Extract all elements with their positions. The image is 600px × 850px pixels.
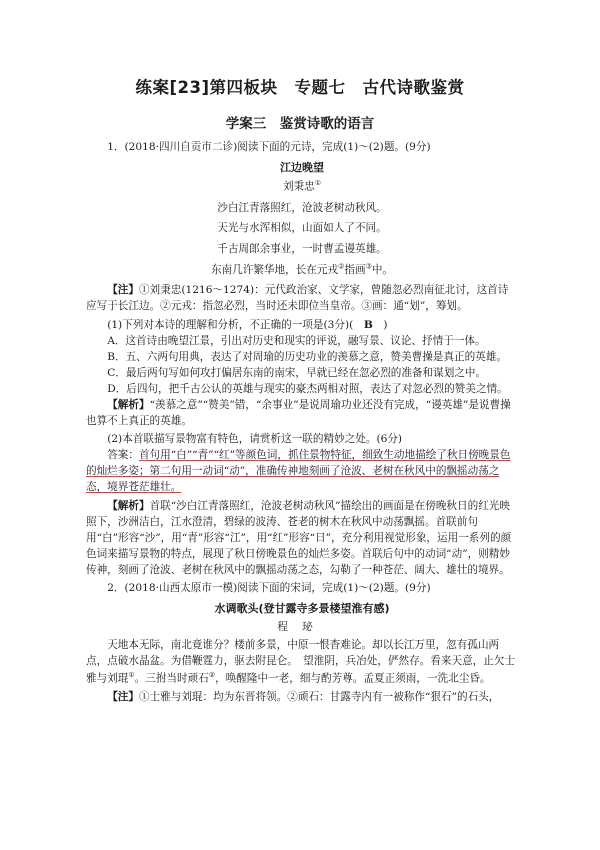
analysis-label: 【解析】 xyxy=(107,398,150,411)
answer-text: 首句用“白”“青”“红”等颜色词，抓住景物特征，细致生动地描绘了秋日傍晚景色的灿烂多姿；第二句用一动词“动”，准确传神地刻画了沧波、老树在秋风中的飘摇动荡之态，境界苍茫雄壮。 xyxy=(86,449,511,494)
content-body xyxy=(86,138,518,706)
poem-1-line: 沙白江青落照红，沧波老树动秋风。 xyxy=(217,201,387,214)
footnote-marker: ② xyxy=(208,670,216,679)
option-c: C．最后两句写如何攻打偏居东南的南宋，早就已经在忽必烈的准备和谋划之中。 xyxy=(107,366,487,379)
note-text: ①士雅与刘琨：均为东晋将领。②顽石：甘露寺内有一被称作“狠石”的石头， xyxy=(138,690,500,703)
analysis-text: 首联“沙白江青落照红，沧波老树动秋风”描绘出的画面是在傍晚秋日的红光映照下，沙洲洁白，江水澄清，碧绿的波涛、苍老的树木在秋风中动荡飘摇。首联前句用“白”形容“沙”，用“青”形容“江”，用“红”形容“日”，充分利用视觉形象，运用一系列的颜色词来描写景物的特点，展现了秋日傍晚景色的灿烂多姿。首联后句中的动词“动”，则精妙传神，刻画了沧波、老树在秋风中的飘摇动荡之态，勾勒了一种苍茫、阔大、雄壮的境界。 xyxy=(86,500,512,576)
answer-letter: B xyxy=(363,319,373,332)
poem-2-text: 。三拊当时顽石 xyxy=(134,672,209,685)
section-subtitle: 学案三 鉴赏诗歌的语言 xyxy=(225,116,375,132)
bracket-close: ) xyxy=(383,319,388,332)
poem-2-note xyxy=(86,690,518,706)
option-a: A．这首诗由晚望江景，引出对历史和现实的评说，融写景、议论、抒情于一体。 xyxy=(107,335,486,348)
poem-2-text: 天地本无际，南北竟谁分？楼前多景，中原一恨杳难论。却以长江万里，忽有孤山两点，点破水晶盆。为借鞭霆力，驱去附昆仑。 望淮阴，兵冶处，俨然存。看来天意，止欠士雅与刘琨 xyxy=(86,638,516,685)
poem-1-line-part: 东南几许繁华地，长在元戎 xyxy=(210,263,339,276)
note-label: 【注】 xyxy=(107,690,139,703)
poem-1-line-part: 中。 xyxy=(371,263,394,276)
footnote-marker: ③ xyxy=(365,262,372,271)
poem-1-author-name: 刘秉忠 xyxy=(282,180,315,193)
option-b: B．五、六两句用典，表达了对周瑜的历史功业的羡慕之意，赞美曹操是真正的英雄。 xyxy=(107,351,507,363)
analysis-text: “羡慕之意”“赞美”错，“余事业”是说周瑜功业还没有完成，“谩英雄”是说曹操也算不上真正的英雄。 xyxy=(86,398,511,427)
answer-label: 答案： xyxy=(107,449,139,462)
poem-1-line: 千古周郎余事业，一时曹孟谩英雄。 xyxy=(217,243,387,256)
sub-question-1-text: (1)下列对本诗的理解和分析，不正确的一项是(3分)( xyxy=(107,319,354,332)
note-text: ①刘秉忠(1216～1274)：元代政治家、文学家，曾随忽必烈南征北讨，这首诗应写于长江边。②元戎：指忽必烈，当时还未即位当皇帝。③画：通“划”，筹划。 xyxy=(86,284,509,313)
poem-2-author: 程珌 xyxy=(277,620,327,633)
analysis-2 xyxy=(86,499,518,578)
poem-2-title: 水调歌头(登甘露寺多景楼望淮有感) xyxy=(214,602,390,616)
sub-question-1-answer xyxy=(353,319,383,331)
sub-question-2: (2)本首联描写景物富有特色，请赏析这一联的精妙之处。(6分) xyxy=(107,433,403,446)
analysis-1 xyxy=(86,398,518,430)
poem-1-line xyxy=(86,260,518,281)
option-d: D．后四句，把千古公认的英雄与现实的豪杰两相对照，表达了对忽必烈的赞美之情。 xyxy=(107,382,508,395)
poem-1-line: 天光与水浑相似，山面如人了不同。 xyxy=(217,222,387,235)
poem-2-body xyxy=(86,638,518,687)
poem-1-title: 江边晚望 xyxy=(280,160,324,174)
poem-1-author xyxy=(86,178,518,195)
poem-1-line-part: 指画 xyxy=(344,263,366,276)
answer-2 xyxy=(86,448,518,496)
poem-1-note xyxy=(86,283,518,315)
page-title: 练案[23]第四板块 专题七 古代诗歌鉴赏 xyxy=(135,78,465,97)
footnote-marker: ① xyxy=(128,670,135,679)
sub-question-1 xyxy=(86,318,518,334)
poem-2-text: ，唤醒隆中一老，细与酌芳尊。孟夏正须雨，一洗北尘昏。 xyxy=(215,672,491,685)
question-1-stem: 1．(2018·四川自贡市二诊)阅读下面的元诗，完成(1)～(2)题。(9分) xyxy=(107,141,431,153)
analysis-label: 【解析】 xyxy=(107,500,150,513)
question-2-stem: 2．(2018·山西太原市一模)阅读下面的宋词，完成(1)～(2)题。(9分) xyxy=(107,582,431,595)
note-label: 【注】 xyxy=(107,284,139,297)
footnote-marker: ② xyxy=(338,262,345,271)
footnote-marker: ① xyxy=(314,179,322,188)
